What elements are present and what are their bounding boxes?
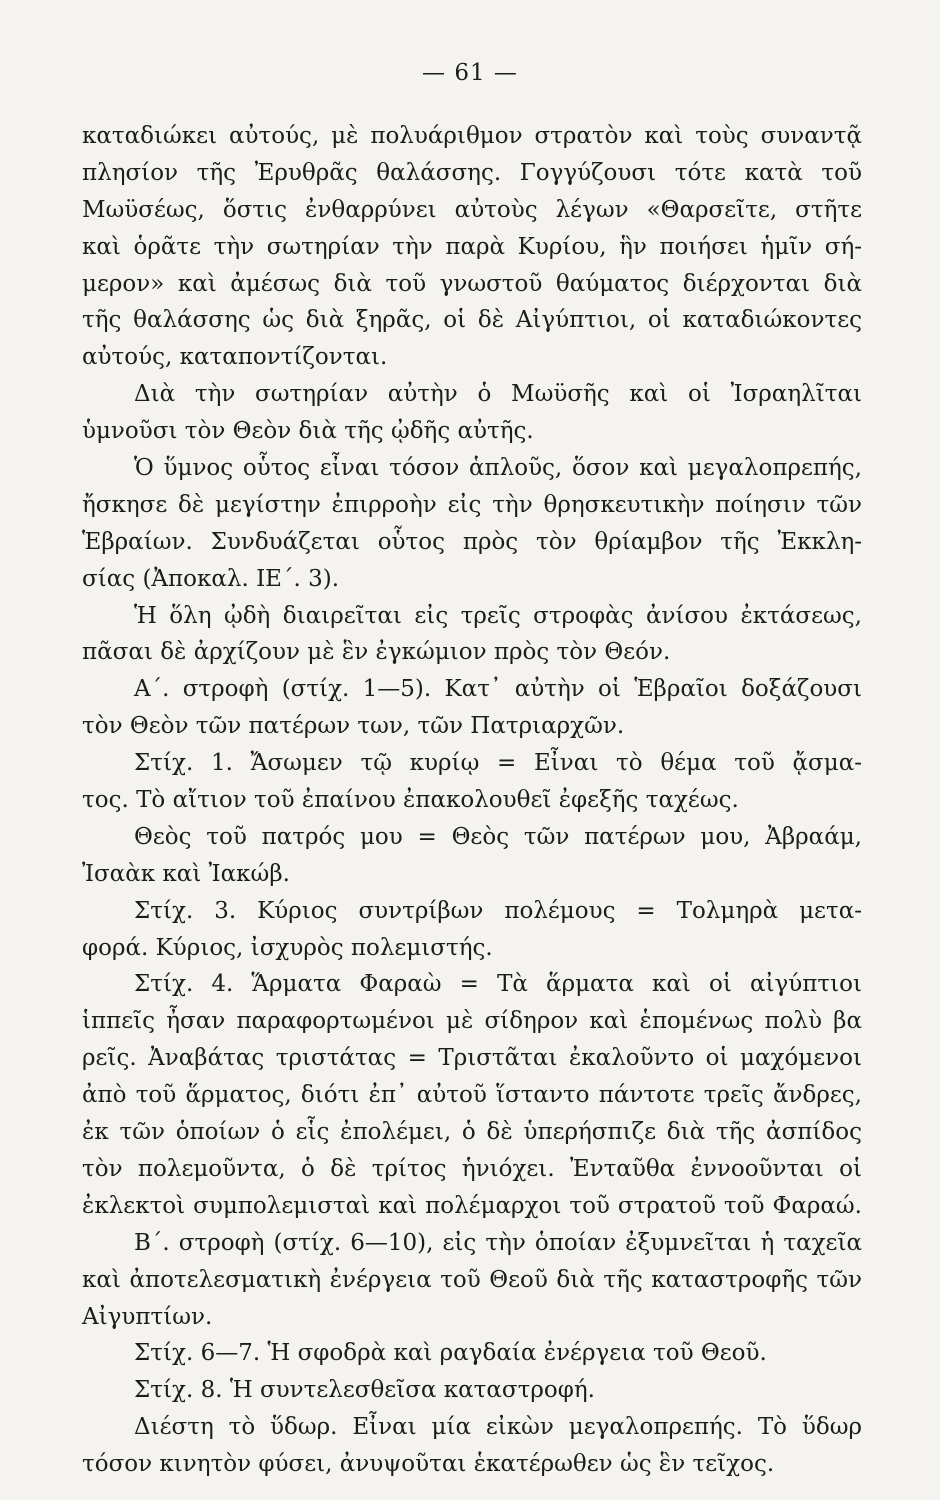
text-line: Α΄. στροφὴ (στίχ. 1—5). Κατ᾽ αὐτὴν οἱ Ἑβραῖοι δοξάζουσι [134,676,862,703]
text-line: ἐκλεκτοὶ συμπολεμισταὶ καὶ πολέμαρχοι τοῦ στρατοῦ τοῦ Φαραώ. [82,1192,862,1219]
text-line: Στίχ. 6—7. Ἡ σφοδρὰ καὶ ραγδαία ἐνέργεια τοῦ Θεοῦ. [134,1340,767,1367]
text-line: ρεῖς. Ἀναβάτας τριστάτας = Τριστᾶται ἐκαλοῦντο οἱ μαχόμενοι [82,1045,862,1072]
text-line: καὶ ὁρᾶτε τὴν σωτηρίαν τὴν παρὰ Κυρίου, ἣν ποιήσει ἡμῖν σή- [82,233,862,260]
text-line: ὑμνοῦσι τὸν Θεὸν διὰ τῆς ᾠδῆς αὐτῆς. [82,418,534,445]
text-line: τος. Τὸ αἴτιον τοῦ ἐπαίνου ἐπακολουθεῖ ἐφεξῆς ταχέως. [82,787,739,814]
text-line: ἀπὸ τοῦ ἅρματος, διότι ἐπ᾽ αὐτοῦ ἵσταντο πάντοτε τρεῖς ἄνδρες, [82,1082,862,1109]
text-line: Διὰ τὴν σωτηρίαν αὐτὴν ὁ Μωϋσῆς καὶ οἱ Ἰσραηλῖται [134,381,862,408]
text-line: καταδιώκει αὐτούς, μὲ πολυάριθμον στρατὸν καὶ τοὺς συναντᾷ [82,123,862,149]
text-line: Στίχ. 4. Ἅρματα Φαραὼ = Τὰ ἅρματα καὶ οἱ αἰγύπτιοι [134,971,862,998]
text-line: Μωϋσέως, ὅστις ἐνθαρρύνει αὐτοὺς λέγων «Θαρσεῖτε, στῆτε [82,196,862,223]
text-line: σίας (Ἀποκαλ. ΙΕ΄. 3). [82,565,340,592]
text-line: μερον» καὶ ἀμέσως διὰ τοῦ γνωστοῦ θαύματος διέρχονται διὰ [82,270,862,297]
text-line: Β΄. στροφὴ (στίχ. 6—10), εἰς τὴν ὁποίαν ἐξυμνεῖται ἡ ταχεῖα [134,1229,862,1256]
text-line: Στίχ. 3. Κύριος συντρίβων πολέμους = Τολμηρὰ μετα- [134,897,862,924]
text-line: Ἰσαὰκ καὶ Ἰακώβ. [82,860,290,887]
text-line: Θεὸς τοῦ πατρός μου = Θεὸς τῶν πατέρων μου, Ἀβραάμ, [134,823,862,850]
text-line: Διέστη τὸ ὕδωρ. Εἶναι μία εἰκὼν μεγαλοπρεπής. Τὸ ὕδωρ [134,1414,862,1441]
text-line: Ἑβραίων. Συνδυάζεται οὗτος πρὸς τὸν θρίαμβον τῆς Ἐκκλη- [82,528,862,555]
text-line: Ὁ ὕμνος οὗτος εἶναι τόσον ἁπλοῦς, ὅσον καὶ μεγαλοπρεπής, [134,455,862,482]
text-line: τῆς θαλάσσης ὡς διὰ ξηρᾶς, οἱ δὲ Αἰγύπτιοι, οἱ καταδιώκοντες [82,307,862,334]
text-line: τὸν πολεμοῦντα, ὁ δὲ τρίτος ἡνιόχει. Ἐνταῦθα ἐννοοῦνται οἱ [82,1155,862,1182]
body-text [82,118,862,1483]
text-line: ἤσκησε δὲ μεγίστην ἐπιρροὴν εἰς τὴν θρησκευτικὴν ποίησιν τῶν [82,491,862,518]
page-number: — 61 — [422,60,518,86]
text-line: πλησίον τῆς Ἐρυθρᾶς θαλάσσης. Γογγύζουσι τότε κατὰ τοῦ [82,159,862,186]
text-line: πᾶσαι δὲ ἀρχίζουν μὲ ἓν ἐγκώμιον πρὸς τὸν Θεόν. [82,639,671,666]
text-line: Στίχ. 8. Ἡ συντελεσθεῖσα καταστροφή. [134,1377,595,1404]
text-line: Αἰγυπτίων. [82,1303,213,1330]
text-line: Στίχ. 1. Ἄσωμεν τῷ κυρίῳ = Εἶναι τὸ θέμα τοῦ ᾄσμα- [134,750,862,777]
text-line: Ἡ ὅλη ᾠδὴ διαιρεῖται εἰς τρεῖς στροφὰς ἀνίσου ἐκτάσεως, [134,602,862,629]
text-line: ἐκ τῶν ὁποίων ὁ εἷς ἐπολέμει, ὁ δὲ ὑπερήσπιζε διὰ τῆς ἀσπίδος [82,1119,862,1146]
text-line: αὐτούς, καταποντίζονται. [82,344,388,371]
text-line: τόσον κινητὸν φύσει, ἀνυψοῦται ἑκατέρωθεν ὡς ἓν τεῖχος. [82,1451,775,1478]
text-line: τὸν Θεὸν τῶν πατέρων των, τῶν Πατριαρχῶν. [82,713,625,740]
text-line: ἱππεῖς ἦσαν παραφορτωμένοι μὲ σίδηρον καὶ ἑπομένως πολὺ βα [82,1008,862,1035]
text-line: φορά. Κύριος, ἰσχυρὸς πολεμιστής. [82,934,493,961]
text-line: καὶ ἀποτελεσματικὴ ἐνέργεια τοῦ Θεοῦ διὰ τῆς καταστροφῆς τῶν [82,1266,862,1293]
